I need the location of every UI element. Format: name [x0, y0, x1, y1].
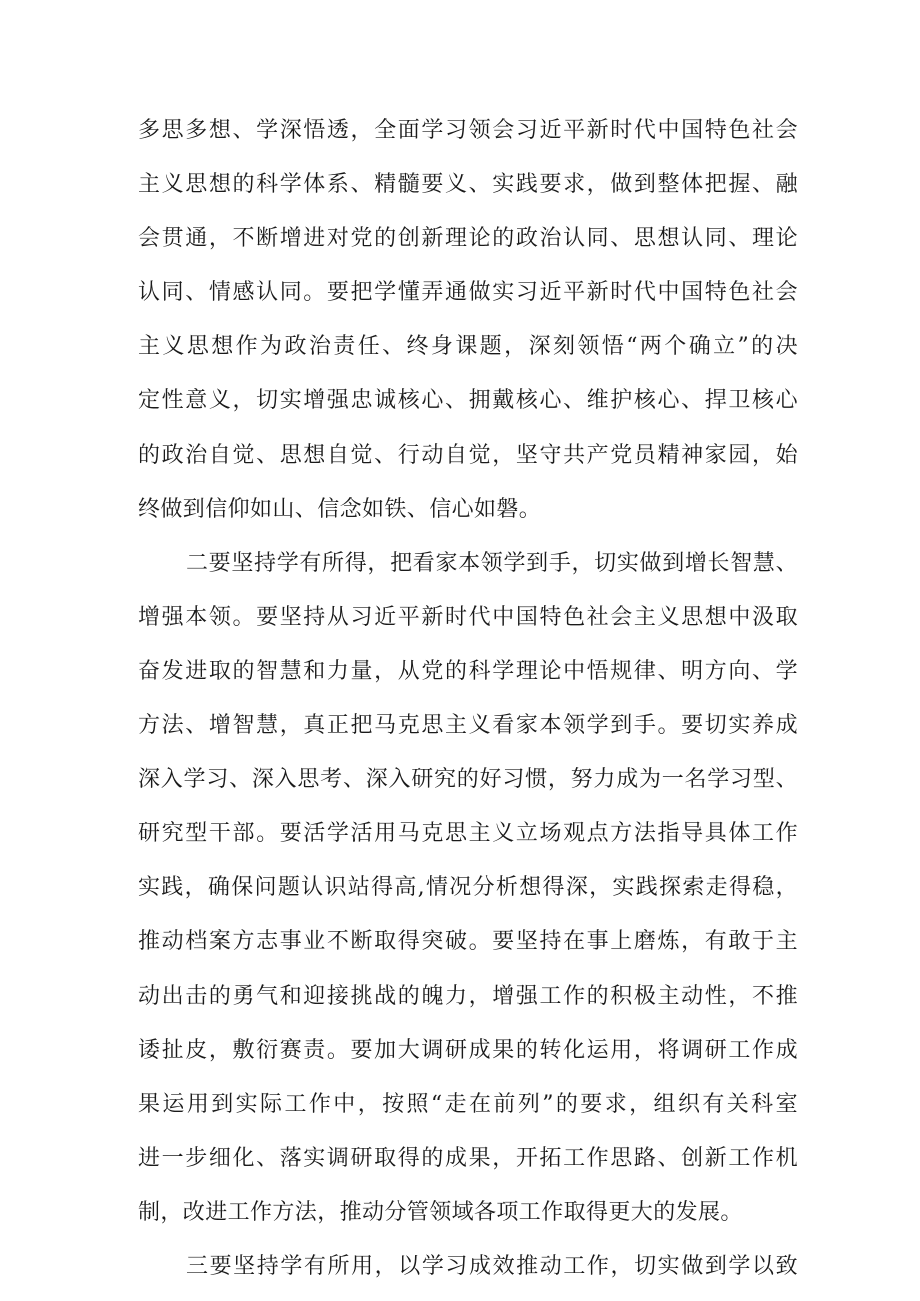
text-line: 深入学习、深入思考、深入研究的好习惯，努力成为一名学习型、	[138, 767, 798, 793]
text-line: 三要坚持学有所用，以学习成效推动工作，切实做到学以致	[186, 1253, 798, 1279]
text-line: 进一步细化、落实调研取得的成果，开拓工作思路、创新工作机	[138, 1145, 798, 1171]
text-line: 实践，确保问题认识站得高,情况分析想得深，实践探索走得稳，	[138, 875, 798, 901]
text-line: 制，改进工作方法，推动分管领域各项工作取得更大的发展。	[138, 1199, 743, 1225]
text-line: 主义思想的科学体系、精髓要义、实践要求，做到整体把握、融	[138, 172, 798, 198]
text-line: 主义思想作为政治责任、终身课题，深刻领悟“两个确立”的决	[138, 334, 798, 360]
text-line: 终做到信仰如山、信念如铁、信心如磐。	[138, 496, 542, 522]
text-line: 诿扯皮，敷衍赛责。要加大调研成果的转化运用，将调研工作成	[138, 1037, 798, 1063]
text-line: 推动档案方志事业不断取得突破。要坚持在事上磨炼，有敢于主	[138, 929, 798, 955]
text-line: 定性意义，切实增强忠诚核心、拥戴核心、维护核心、捍卫核心	[138, 388, 798, 414]
text-line: 方法、增智慧，真正把马克思主义看家本领学到手。要切实养成	[138, 713, 798, 739]
text-line: 会贯通，不断增进对党的创新理论的政治认同、思想认同、理论	[138, 226, 798, 252]
text-line: 多思多想、学深悟透，全面学习领会习近平新时代中国特色社会	[138, 118, 798, 143]
text-line: 研究型干部。要活学活用马克思主义立场观点方法指导具体工作	[138, 821, 798, 847]
text-line: 增强本领。要坚持从习近平新时代中国特色社会主义思想中汲取	[138, 604, 798, 630]
text-line: 果运用到实际工作中，按照“走在前列”的要求，组织有关科室	[138, 1091, 798, 1117]
text-line: 的政治自觉、思想自觉、行动自觉，坚守共产党员精神家园，始	[138, 442, 798, 468]
text-line: 动出击的勇气和迎接挑战的魄力，增强工作的积极主动性，不推	[138, 983, 798, 1009]
text-line: 奋发进取的智慧和力量，从党的科学理论中悟规律、明方向、学	[138, 658, 798, 684]
text-line: 二要坚持学有所得，把看家本领学到手，切实做到增长智慧、	[186, 550, 798, 576]
document-body	[138, 104, 798, 1294]
text-line: 认同、情感认同。要把学懂弄通做实习近平新时代中国特色社会	[138, 280, 798, 306]
